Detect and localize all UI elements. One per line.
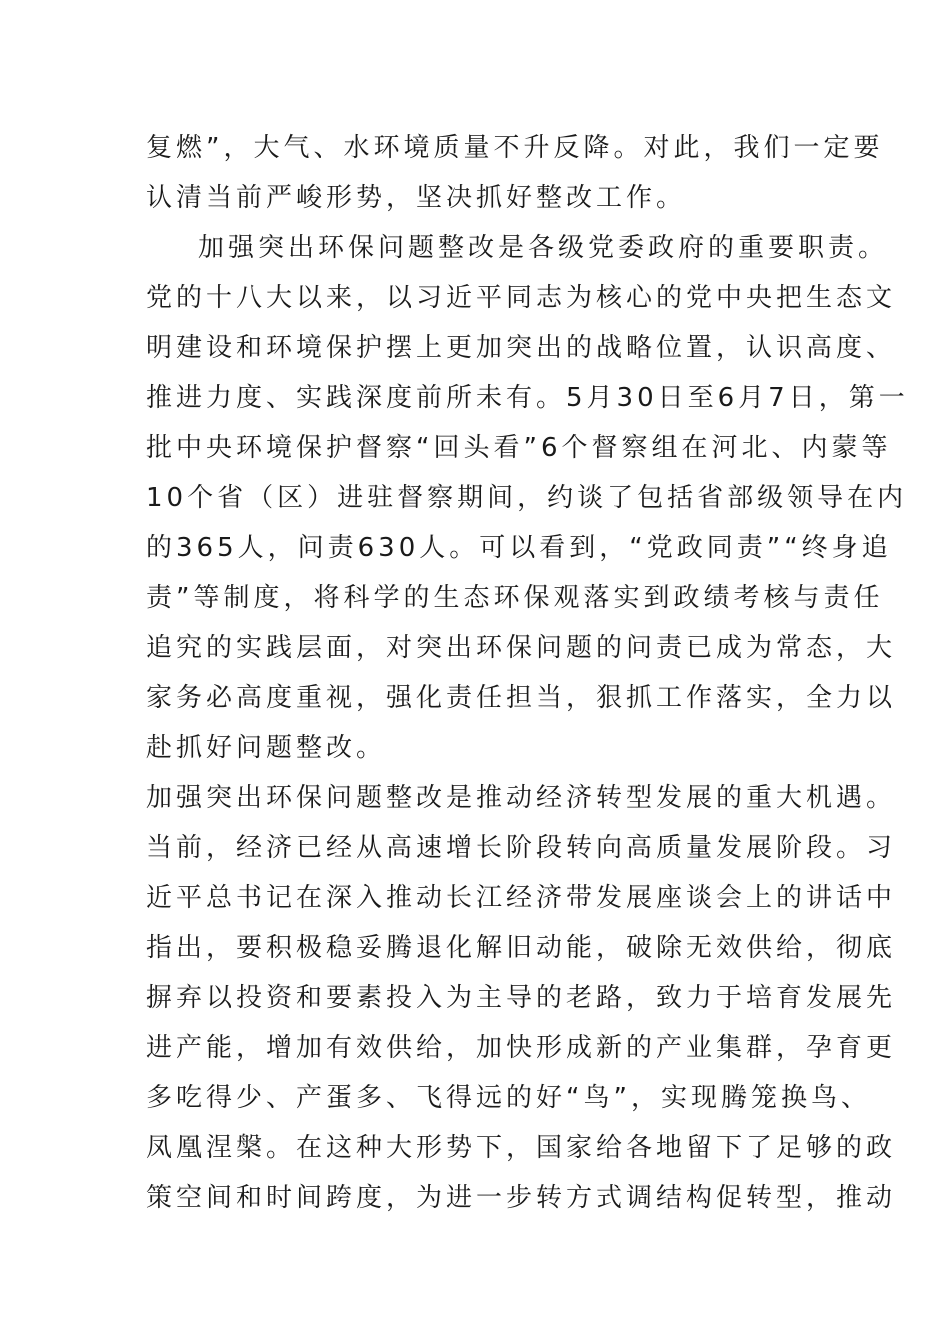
text-line: 加强突出环保问题整改是推动经济转型发展的重大机遇。 xyxy=(146,783,897,813)
text-line: 党的十八大以来，以习近平同志为核心的党中央把生态文 xyxy=(146,283,897,313)
text-line: 凤凰涅槃。在这种大形势下，国家给各地留下了足够的政 xyxy=(146,1133,897,1163)
text-line: 复燃”，大气、水环境质量不升反降。对此，我们一定要 xyxy=(146,133,884,163)
text-line: 多吃得少、产蛋多、飞得远的好“鸟”，实现腾笼换鸟、 xyxy=(146,1083,871,1113)
text-line: 当前，经济已经从高速增长阶段转向高质量发展阶段。习 xyxy=(146,833,897,863)
text-line: 摒弃以投资和要素投入为主导的老路，致力于培育发展先 xyxy=(146,983,897,1013)
text-line: 家务必高度重视，强化责任担当，狠抓工作落实，全力以 xyxy=(146,683,897,713)
text-line: 10个省（区）进驻督察期间，约谈了包括省部级领导在内 xyxy=(146,483,908,513)
text-line: 认清当前严峻形势，坚决抓好整改工作。 xyxy=(146,183,687,213)
text-line: 的365人，问责630人。可以看到，“党政同责”“终身追 xyxy=(146,533,892,563)
text-line: 近平总书记在深入推动长江经济带发展座谈会上的讲话中 xyxy=(146,883,897,913)
text-line: 进产能，增加有效供给，加快形成新的产业集群，孕育更 xyxy=(146,1033,897,1063)
text-line: 追究的实践层面，对突出环保问题的问责已成为常态，大 xyxy=(146,633,897,663)
text-line: 推进力度、实践深度前所未有。5月30日至6月7日，第一 xyxy=(146,383,909,413)
text-line: 明建设和环境保护摆上更加突出的战略位置，认识高度、 xyxy=(146,333,897,363)
text-line: 赴抓好问题整改。 xyxy=(146,733,387,763)
text-line: 批中央环境保护督察“回头看”6个督察组在河北、内蒙等 xyxy=(146,433,892,463)
text-line: 策空间和时间跨度，为进一步转方式调结构促转型，推动 xyxy=(146,1183,897,1213)
text-line: 指出，要积极稳妥腾退化解旧动能，破除无效供给，彻底 xyxy=(146,933,897,963)
text-line: 加强突出环保问题整改是各级党委政府的重要职责。 xyxy=(198,233,889,263)
text-line: 责”等制度，将科学的生态环保观落实到政绩考核与责任 xyxy=(146,583,884,613)
